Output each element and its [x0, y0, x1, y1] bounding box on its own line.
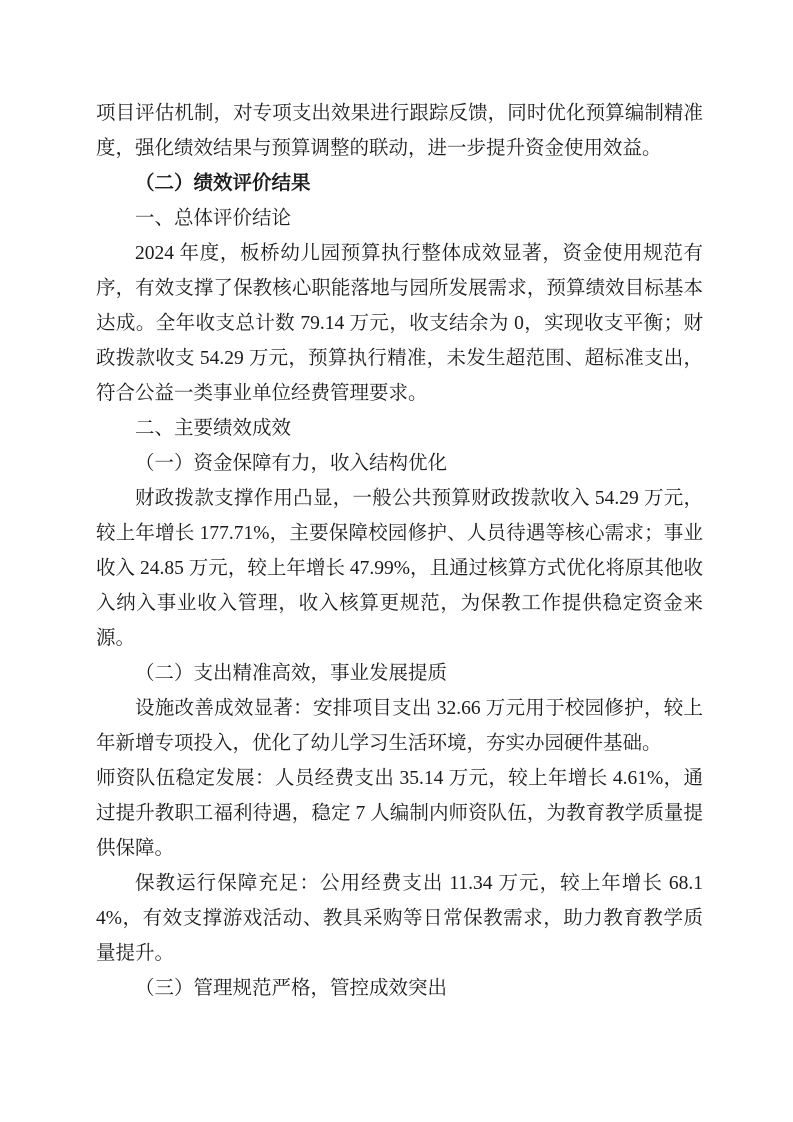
subsubsection-heading-funding-guarantee: （一）资金保障有力，收入结构优化: [135, 453, 448, 474]
body-paragraph-facility-improvement: 设施改善成效显著：安排项目支出 32.66 万元用于校园修护，较上年新增专项投入，优化了幼儿学习生活环境，夯实办园硬件基础。: [96, 698, 703, 754]
body-paragraph-overall-conclusion: 2024 年度，板桥幼儿园预算执行整体成效显著，资金使用规范有序，有效支撑了保教核心职能落地与园所发展需求，预算绩效目标基本达成。全年收支总计数 79.14 万元，收支结余为 0，实现收支平衡；财政拨款收支 54.29 万元，预算执行精准，未发生超范围、超标准支出，符合公益一类事业单位经费管理要求。: [96, 243, 703, 404]
body-paragraph-daily-operations: 保教运行保障充足：公用经费支出 11.34 万元，较上年增长 68.14%，有效支撑游戏活动、教具采购等日常保教需求，助力教育教学质量提升。: [96, 873, 703, 964]
subsubsection-heading-management-compliance: （三）管理规范严格，管控成效突出: [135, 978, 448, 999]
subsubsection-heading-expenditure-efficiency: （二）支出精准高效，事业发展提质: [135, 663, 448, 684]
section-heading-performance-evaluation-results: （二）绩效评价结果: [135, 172, 311, 194]
document-text-block: [96, 96, 703, 1006]
subsection-heading-overall-conclusion: 一、总体评价结论: [135, 208, 292, 229]
body-paragraph-funding-details: 财政拨款支撑作用凸显，一般公共预算财政拨款收入 54.29 万元，较上年增长 177.71%，主要保障校园修护、人员待遇等核心需求；事业收入 24.85 万元，较上年增长 47.99%，且通过核算方式优化将原其他收入纳入事业收入管理，收入核算更规范，为保教工作提供稳定资金来源。: [96, 488, 703, 649]
body-paragraph-teaching-staff: 师资队伍稳定发展：人员经费支出 35.14 万元，较上年增长 4.61%，通过提升教职工福利待遇，稳定 7 人编制内师资队伍，为教育教学质量提供保障。: [96, 768, 703, 859]
subsection-heading-main-performance: 二、主要绩效成效: [135, 418, 292, 439]
body-paragraph-continuation: 项目评估机制，对专项支出效果进行跟踪反馈，同时优化预算编制精准度，强化绩效结果与预算调整的联动，进一步提升资金使用效益。: [96, 103, 703, 159]
